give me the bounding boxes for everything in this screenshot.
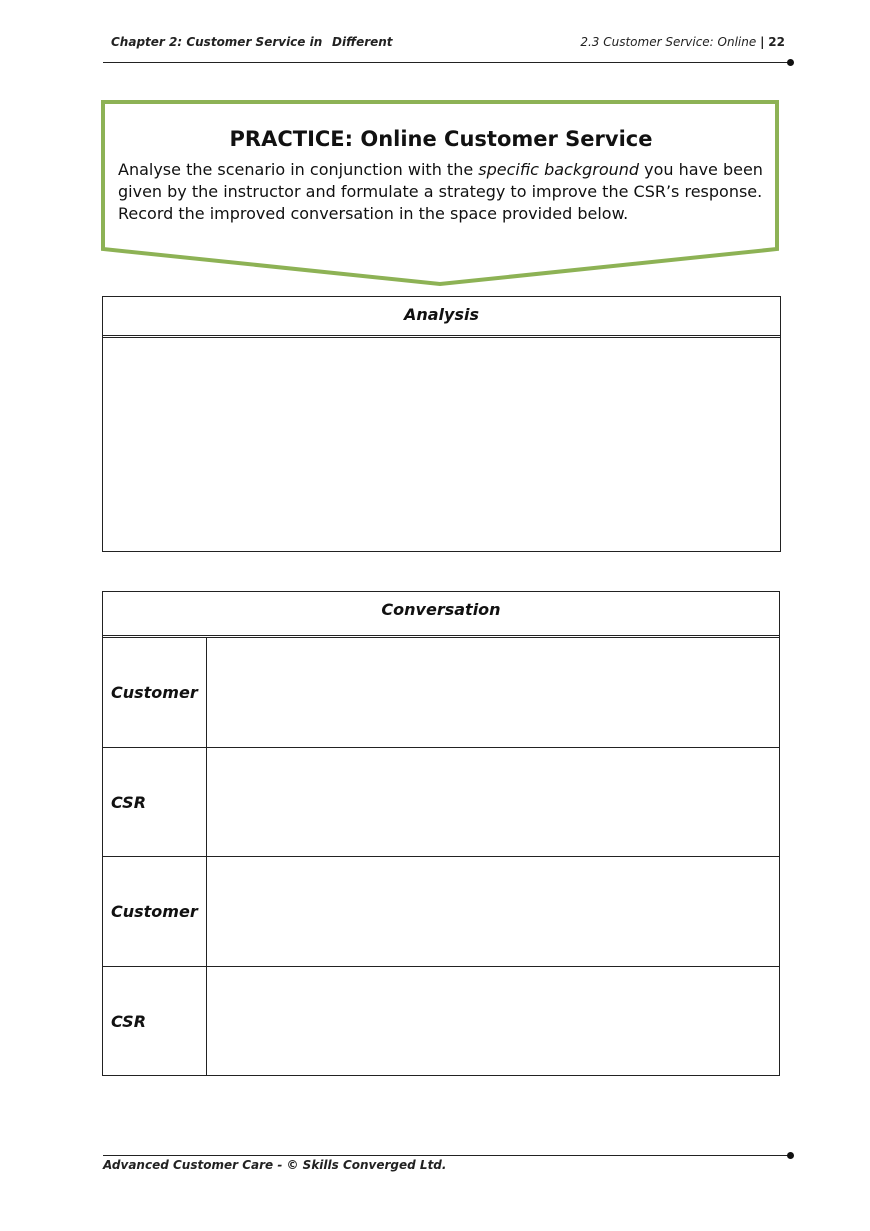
footer-rule-dot	[787, 1152, 794, 1159]
csr-response-field[interactable]	[207, 967, 779, 1076]
conversation-row	[103, 748, 779, 857]
header-rule-dot	[787, 59, 794, 66]
speaker-label: Customer	[103, 638, 207, 747]
practice-callout	[101, 100, 781, 288]
footer-text: Advanced Customer Care - © Skills Converged Ltd.	[103, 1158, 447, 1172]
analysis-heading: Analysis	[403, 305, 479, 324]
section-name: 2.3 Customer Service: Online	[580, 35, 757, 49]
csr-response-field[interactable]	[207, 748, 779, 856]
speaker-label: CSR	[103, 967, 207, 1076]
section-title	[580, 35, 785, 49]
analysis-field[interactable]	[103, 338, 780, 551]
footer-rule	[103, 1155, 791, 1156]
conversation-heading: Conversation	[381, 600, 501, 619]
conversation-row	[103, 857, 779, 967]
separator: |	[760, 35, 765, 49]
speaker-label: CSR	[103, 748, 207, 856]
chapter-title: Chapter 2: Customer Service in	[111, 35, 323, 49]
instructions-part1: Analyse the scenario in conjunction with the	[118, 160, 479, 179]
practice-instructions	[118, 159, 778, 225]
analysis-box	[102, 296, 781, 552]
conversation-row	[103, 638, 779, 748]
instructions-part2: you have been given by the instructor and formulate a strategy to improve the CSR’s response. Record the improved conversation in the space provided below.	[118, 160, 763, 223]
page-number: 22	[768, 35, 785, 49]
speaker-label: Customer	[103, 857, 207, 966]
chapter-title-continued: Different	[332, 35, 393, 49]
practice-title: PRACTICE: Online Customer Service	[229, 127, 653, 151]
instructions-emphasis: specific background	[478, 160, 640, 179]
conversation-box	[102, 591, 780, 1076]
conversation-row	[103, 967, 779, 1076]
conversation-rows	[103, 638, 779, 1075]
customer-response-field[interactable]	[207, 857, 779, 966]
customer-response-field[interactable]	[207, 638, 779, 747]
header-rule	[103, 62, 791, 63]
